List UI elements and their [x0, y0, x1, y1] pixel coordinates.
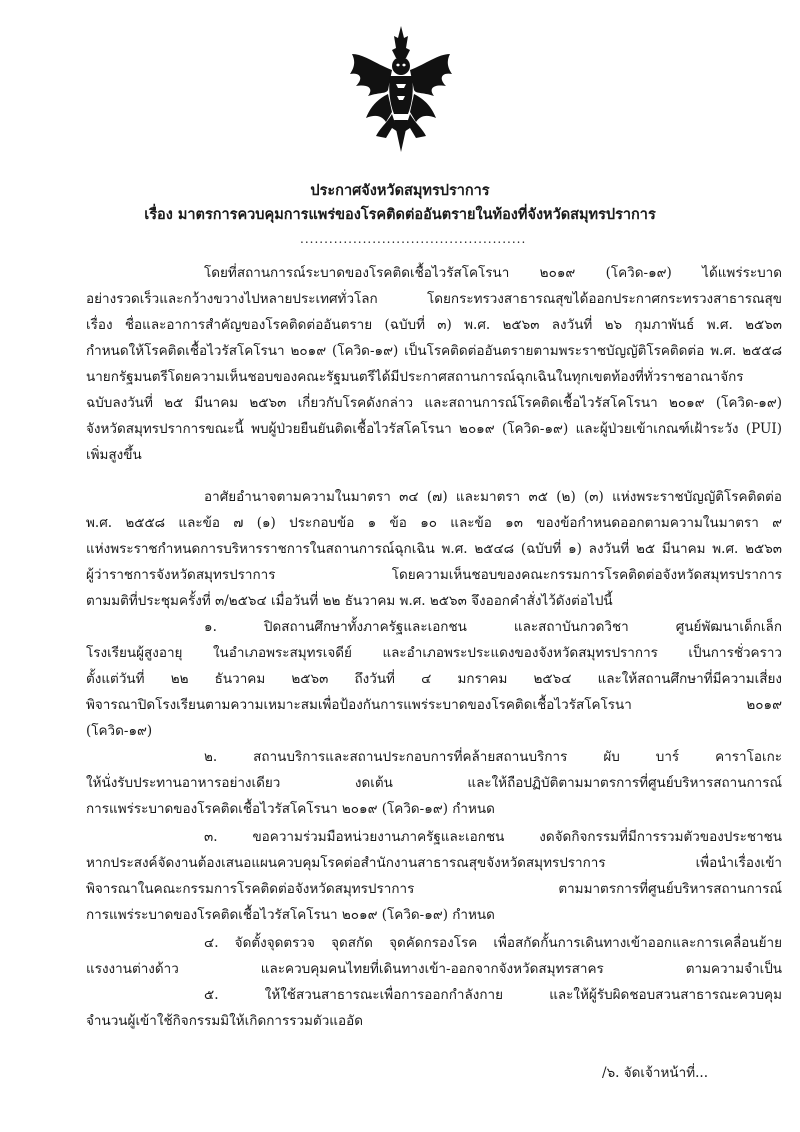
- garuda-emblem-icon: [346, 24, 456, 154]
- item-3-line: ๓. ขอความร่วมมือหน่วยงานภาครัฐและเอกชน งดจัดกิจกรรมที่มีการรวมตัวของประชาชน: [204, 829, 782, 845]
- item-1-line: พิจารณาปิดโรงเรียนตามความเหมาะสมเพื่อป้องกันการแพร่ระบาดของโรคติดเชื้อไวรัสโคโรนา ๒๐๑๙: [86, 697, 782, 713]
- item-3-line: การแพร่ระบาดของโรคติดเชื้อไวรัสโคโรนา ๒๐๑๙ (โควิด-๑๙) กำหนด: [86, 907, 495, 923]
- body-line: ตามมติที่ประชุมครั้งที่ ๓/๒๕๖๔ เมื่อวันที่ ๒๒ ธันวาคม พ.ศ. ๒๕๖๓ จึงออกคำสั่งไว้ดังต่อไปนี้: [86, 593, 613, 609]
- body-line: ฉบับลงวันที่ ๒๕ มีนาคม ๒๕๖๓ เกี่ยวกับโรคดังกล่าว และสถานการณ์โรคติดเชื้อไวรัสโคโรนา ๒๐๑๙ (โควิด-๑๙): [86, 395, 782, 411]
- item-2-line: การแพร่ระบาดของโรคติดเชื้อไวรัสโคโรนา ๒๐๑๙ (โควิด-๑๙) กำหนด: [86, 801, 495, 817]
- item-1-line: โรงเรียนผู้สูงอายุ ในอำเภอพระสมุทรเจดีย์ และอำเภอพระประแดงของจังหวัดสมุทรปราการ เป็นการชั่วคราว: [86, 645, 782, 661]
- document-title: ประกาศจังหวัดสมุทรปราการ: [310, 182, 490, 199]
- document-subject: เรื่อง มาตรการควบคุมการแพร่ของโรคติดต่ออันตรายในท้องที่จังหวัดสมุทรปราการ: [144, 206, 656, 223]
- item-5-line: จำนวนผู้เข้าใช้กิจกรรมมิให้เกิดการรวมตัวแออัด: [86, 1013, 363, 1029]
- item-1-line: (โควิด-๑๙): [86, 723, 153, 739]
- item-3-line: พิจารณาในคณะกรรมการโรคติดต่อจังหวัดสมุทรปราการ ตามมาตรการที่ศูนย์บริหารสถานการณ์: [86, 881, 782, 897]
- item-1-line: ตั้งแต่วันที่ ๒๒ ธันวาคม ๒๕๖๓ ถึงวันที่ ๔ มกราคม ๒๕๖๔ และให้สถานศึกษาที่มีความเสี่ยง: [86, 671, 782, 687]
- body-line: อาศัยอำนาจตามความในมาตรา ๓๔ (๗) และมาตรา ๓๕ (๒) (๓) แห่งพระราชบัญญัติโรคติดต่อ: [204, 489, 782, 505]
- body-line: โดยที่สถานการณ์ระบาดของโรคติดเชื้อไวรัสโคโรนา ๒๐๑๙ (โควิด-๑๙) ได้แพร่ระบาด: [204, 265, 782, 281]
- body-line: นายกรัฐมนตรีโดยความเห็นชอบของคณะรัฐมนตรีได้มีประกาศสถานการณ์ฉุกเฉินในทุกเขตท้องที่ทั่วราชอาณาจักร: [86, 369, 744, 385]
- body-line: จังหวัดสมุทรปราการขณะนี้ พบผู้ป่วยยืนยันติดเชื้อไวรัสโคโรนา ๒๐๑๙ (โควิด-๑๙) และผู้ป่วยเข้าเกณฑ์เฝ้าระวัง (PUI): [86, 421, 782, 437]
- continuation-note: /๖. จัดเจ้าหน้าที่...: [602, 1065, 708, 1081]
- body-line: เรื่อง ชื่อและอาการสำคัญของโรคติดต่ออันตราย (ฉบับที่ ๓) พ.ศ. ๒๕๖๓ ลงวันที่ ๒๖ กุมภาพันธ์ พ.ศ. ๒๕๖๓: [86, 317, 782, 333]
- body-line: กำหนดให้โรคติดเชื้อไวรัสโคโรนา ๒๐๑๙ (โควิด-๑๙) เป็นโรคติดต่ออันตรายตามพระราชบัญญัติโรคติดต่อ พ.ศ. ๒๕๕๘: [86, 343, 782, 359]
- item-2-line: ให้นั่งรับประทานอาหารอย่างเดียว งดเต้น และให้ถือปฏิบัติตามมาตรการที่ศูนย์บริหารสถานการณ์: [86, 775, 782, 791]
- item-5-line: ๕. ให้ใช้สวนสาธารณะเพื่อการออกกำลังกาย และให้ผู้รับผิดชอบสวนสาธารณะควบคุม: [204, 987, 782, 1003]
- body-line: ผู้ว่าราชการจังหวัดสมุทรปราการ โดยความเห็นชอบของคณะกรรมการโรคติดต่อจังหวัดสมุทรปราการ: [86, 567, 782, 583]
- item-3-line: หากประสงค์จัดงานต้องเสนอแผนควบคุมโรคต่อสำนักงานสาธารณสุขจังหวัดสมุทรปราการ เพื่อนำเรื่องเข้า: [86, 855, 782, 871]
- body-line: เพิ่มสูงขึ้น: [86, 447, 142, 463]
- item-4-line: ๔. จัดตั้งจุดตรวจ จุดสกัด จุดคัดกรองโรค เพื่อสกัดกั้นการเดินทางเข้าออกและการเคลื่อนย้าย: [204, 935, 782, 951]
- item-1-line: ๑. ปิดสถานศึกษาทั้งภาครัฐและเอกชน และสถาบันกวดวิชา ศูนย์พัฒนาเด็กเล็ก: [204, 619, 782, 635]
- body-line: แห่งพระราชกำหนดการบริหารราชการในสถานการณ์ฉุกเฉิน พ.ศ. ๒๕๔๘ (ฉบับที่ ๑) ลงวันที่ ๒๕ มีนาคม พ.ศ. ๒๕๖๓: [86, 541, 782, 557]
- title-divider: ...............................................: [300, 232, 527, 246]
- item-4-line: แรงงานต่างด้าว และควบคุมคนไทยที่เดินทางเข้า-ออกจากจังหวัดสมุทรสาคร ตามความจำเป็น: [86, 961, 782, 977]
- body-line: อย่างรวดเร็วและกว้างขวางไปหลายประเทศทั่วโลก โดยกระทรวงสาธารณสุขได้ออกประกาศกระทรวงสาธารณสุข: [86, 291, 782, 307]
- item-2-line: ๒. สถานบริการและสถานประกอบการที่คล้ายสถานบริการ ผับ บาร์ คาราโอเกะ: [204, 749, 782, 765]
- body-line: พ.ศ. ๒๕๕๘ และข้อ ๗ (๑) ประกอบข้อ ๑ ข้อ ๑๐ และข้อ ๑๓ ของข้อกำหนดออกตามความในมาตรา ๙: [86, 515, 782, 531]
